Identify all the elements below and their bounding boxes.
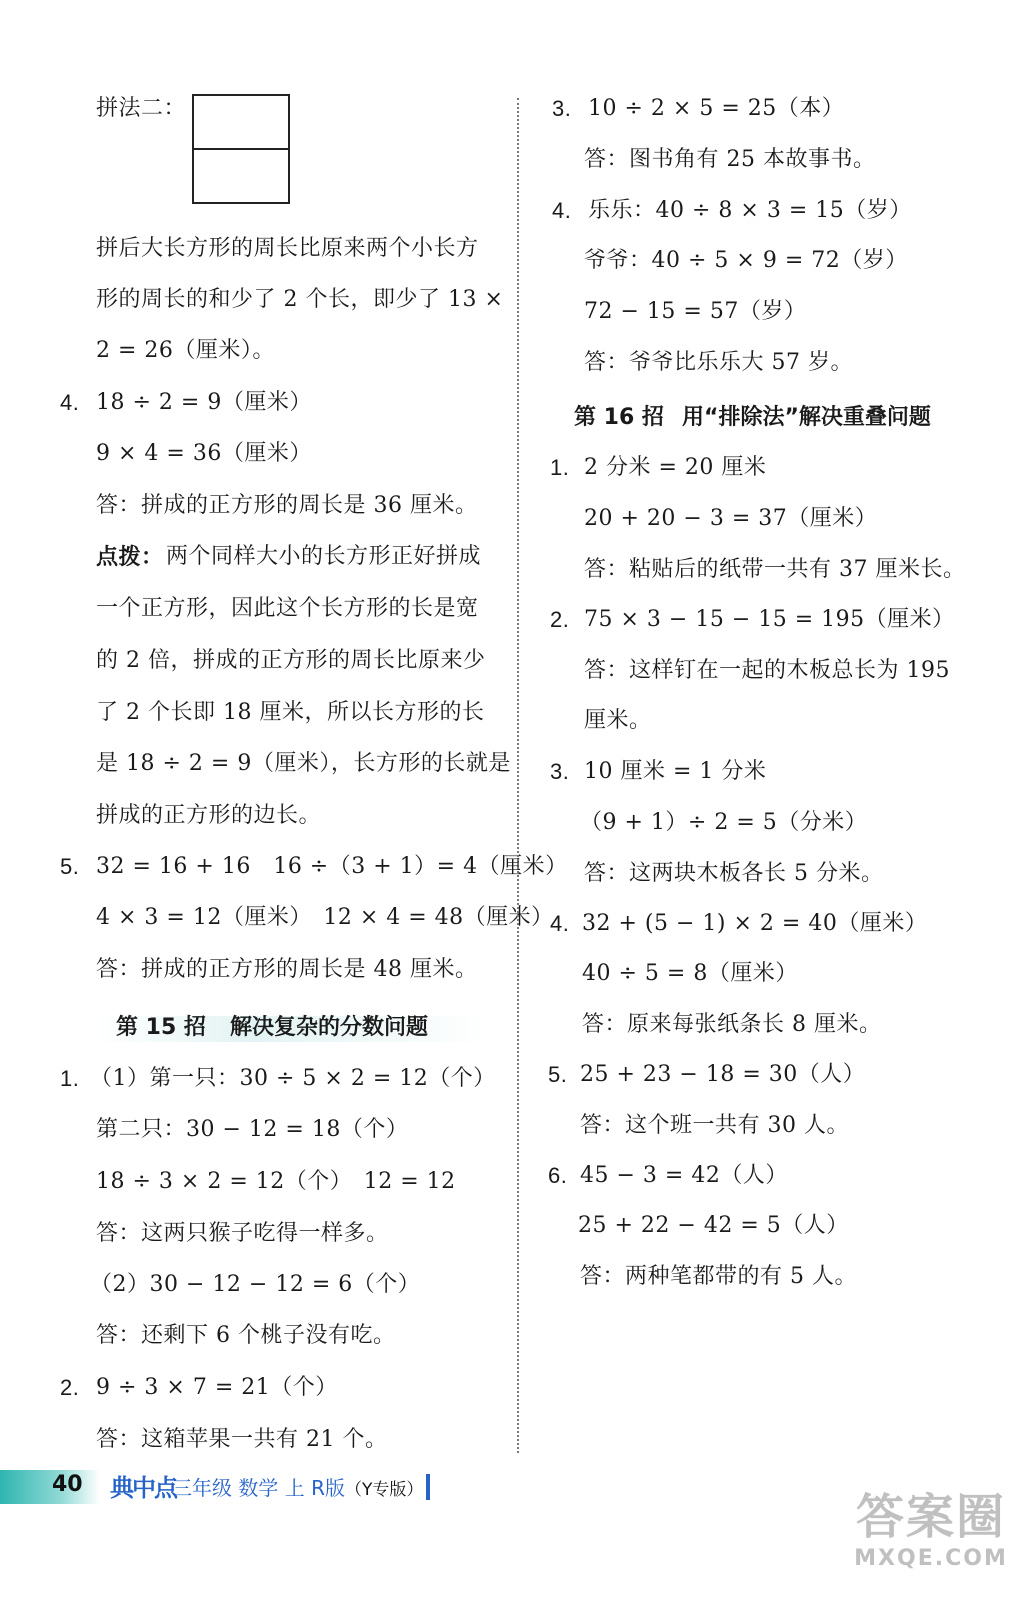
answer: 答：两种笔都带的有 5 人。 [580,1264,857,1289]
equation: 32 = 16 + 16 16 ÷（3 + 1）= 4（厘米） [96,854,568,879]
footer-band [0,1470,100,1504]
section-title: 用“排除法”解决重叠问题 [682,405,931,430]
equation: 72 − 15 = 57（岁） [584,299,807,324]
equation: 10 厘米 = 1 分米 [584,759,767,784]
answer: 答：拼成的正方形的周长是 36 厘米。 [96,493,478,518]
section-number: 第 16 招 [574,405,664,430]
equation: 10 ÷ 2 × 5 = 25（本） [588,96,845,121]
text-line: 2 = 26（厘米）。 [96,338,275,363]
item-number: 1. [60,1066,80,1091]
brand-logo: 典中点 [110,1474,176,1502]
answer: 答：这两只猴子吃得一样多。 [96,1221,389,1246]
column-divider [517,98,519,1453]
equation: （9 + 1）÷ 2 = 5（分米） [580,810,868,835]
hint-text: 拼成的正方形的边长。 [96,803,322,828]
text-line: 形的周长的和少了 2 个长，即少了 13 × [96,287,504,312]
answer: 厘米。 [584,708,652,733]
equation: 20 + 20 − 3 = 37（厘米） [584,506,878,531]
section-title: 解决复杂的分数问题 [230,1015,429,1040]
equation: 25 + 23 − 18 = 30（人） [580,1062,866,1087]
answer: 答：拼成的正方形的周长是 48 厘米。 [96,957,478,982]
equation: 75 × 3 − 15 − 15 = 195（厘米） [584,607,955,632]
answer: 答：图书角有 25 本故事书。 [584,147,876,172]
item-number: 2. [60,1375,80,1400]
hint-text: 了 2 个长即 18 厘米，所以长方形的长 [96,700,485,725]
hint-label: 点拨： [96,544,164,570]
equation: 第二只：30 − 12 = 18（个） [96,1117,409,1142]
answer: 答：这样钉在一起的木板总长为 195 [584,658,950,683]
equation: 25 + 22 − 42 = 5（人） [578,1213,849,1238]
answer: 答：这两块木板各长 5 分米。 [584,861,884,886]
item-number: 6. [548,1163,568,1188]
equation: 4 × 3 = 12（厘米） 12 × 4 = 48（厘米） [96,905,554,930]
equation: 32 + (5 − 1) × 2 = 40（厘米） [582,911,928,936]
book-edition: （Y专版） [344,1480,424,1500]
rectangle-diagram [192,94,290,204]
item-number: 4. [550,911,570,936]
equation: 9 ÷ 3 × 7 = 21（个） [96,1375,338,1400]
page-number: 40 [52,1472,83,1497]
label-method-two: 拼法二： [96,96,187,121]
item-number: 4. [60,390,80,415]
item-number: 4. [552,198,572,223]
equation: 9 × 4 = 36（厘米） [96,441,312,466]
item-number: 3. [552,96,572,121]
equation: 18 ÷ 3 × 2 = 12（个） 12 = 12 [96,1169,456,1194]
answer: 答：原来每张纸条长 8 厘米。 [582,1012,882,1037]
answer: 答：爷爷比乐乐大 57 岁。 [584,350,853,375]
footer-bar [426,1474,430,1500]
book-title [172,1472,423,1501]
equation: 40 ÷ 5 = 8（厘米） [582,961,798,986]
equation: 乐乐：40 ÷ 8 × 3 = 15（岁） [588,198,912,223]
equation: （1）第一只：30 ÷ 5 × 2 = 12（个） [90,1066,496,1091]
section-number: 第 15 招 [116,1015,206,1040]
watermark-top: 答案圈 [855,1489,1006,1545]
text-line: 拼后大长方形的周长比原来两个小长方 [96,236,479,261]
hint-text: 的 2 倍，拼成的正方形的周长比原来少 [96,648,486,673]
item-number: 1. [550,455,570,480]
equation: （2）30 − 12 − 12 = 6（个） [90,1272,421,1297]
hint-text: 两个同样大小的长方形正好拼成 [166,544,482,569]
watermark-logo [836,1488,1026,1596]
book-title-main: 三年级 数学 上 R版 [172,1476,345,1500]
answer: 答：还剩下 6 个桃子没有吃。 [96,1323,396,1348]
equation: 45 − 3 = 42（人） [580,1163,788,1188]
item-number: 5. [548,1062,568,1087]
answer: 答：这个班一共有 30 人。 [580,1113,849,1138]
hint-text: 一个正方形，因此这个长方形的长是宽 [96,596,479,621]
hint-text: 是 18 ÷ 2 = 9（厘米），长方形的长就是 [96,751,511,776]
equation: 18 ÷ 2 = 9（厘米） [96,390,312,415]
answer: 答：这箱苹果一共有 21 个。 [96,1427,388,1452]
rectangle-divider [194,148,288,150]
item-number: 2. [550,607,570,632]
equation: 爷爷：40 ÷ 5 × 9 = 72（岁） [584,248,908,273]
item-number: 3. [550,759,570,784]
item-number: 5. [60,854,80,879]
equation: 2 分米 = 20 厘米 [584,455,767,480]
answer: 答：粘贴后的纸带一共有 37 厘米长。 [584,557,966,582]
watermark-url: MXQE.COM [854,1546,1008,1571]
